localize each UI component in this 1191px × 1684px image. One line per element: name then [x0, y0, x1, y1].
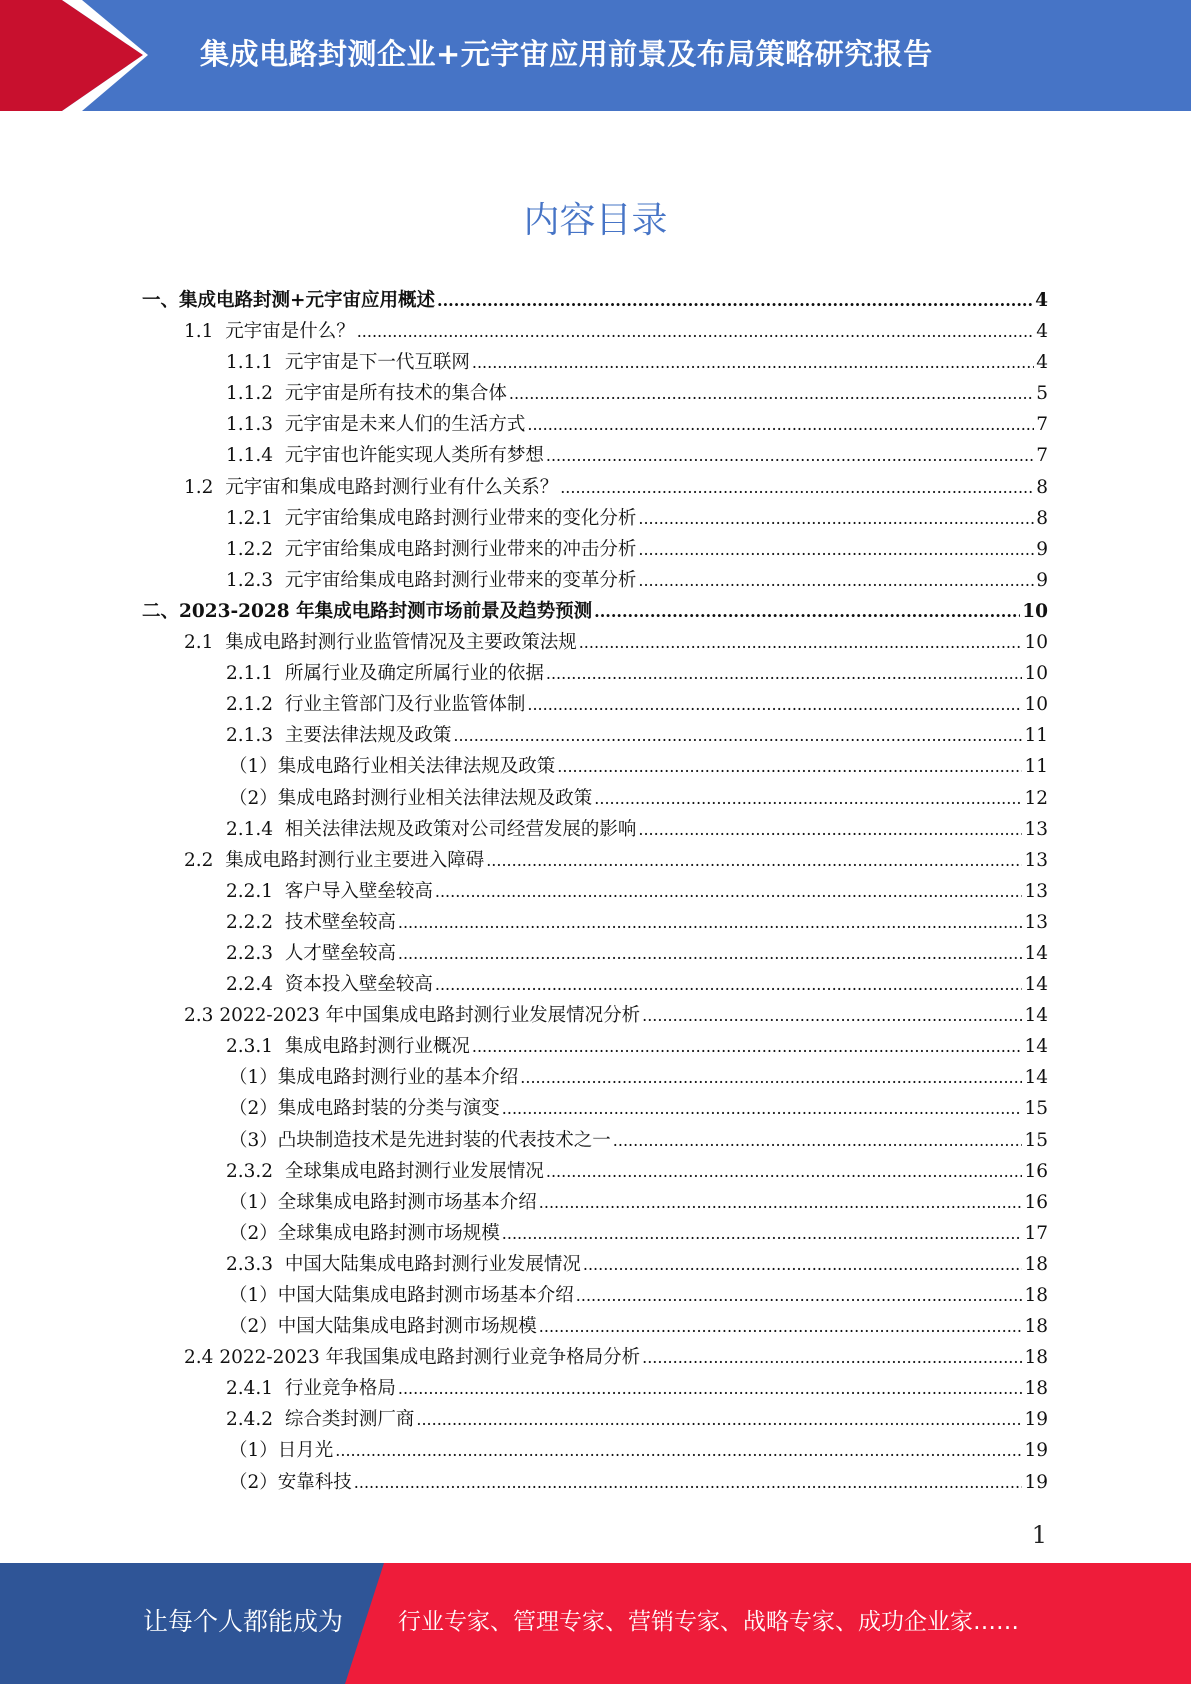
toc-entry-page: 9 [1036, 538, 1048, 560]
toc-entry-number: （1） [229, 1285, 278, 1306]
toc-entry[interactable] [142, 596, 1048, 627]
toc-entry[interactable] [142, 472, 1048, 503]
toc-entry-page: 7 [1036, 445, 1048, 467]
toc-entry-page: 18 [1024, 1285, 1048, 1306]
toc-entry[interactable] [142, 1435, 1048, 1466]
toc-entry-page: 14 [1024, 1036, 1048, 1058]
toc-dot-leader [398, 1373, 1023, 1404]
page-number: 1 [1031, 1521, 1047, 1549]
toc-entry-number: 1.1.1 [226, 352, 285, 374]
toc-entry-page: 10 [1024, 663, 1048, 685]
toc-dot-leader [453, 720, 1022, 751]
toc-entry-number: （1） [229, 1191, 278, 1213]
toc-entry[interactable] [142, 876, 1048, 907]
toc-entry-number: 1.1.2 [226, 383, 285, 405]
toc-entry-page: 18 [1024, 1316, 1048, 1338]
toc-entry-page: 8 [1036, 507, 1048, 529]
toc-entry-label: 元宇宙是下一代互联网 [284, 352, 470, 374]
toc-entry-page: 15 [1024, 1098, 1048, 1120]
toc-dot-leader [354, 1467, 1023, 1498]
toc-entry-label: 元宇宙是未来人们的生活方式 [284, 414, 526, 436]
toc-dot-leader [638, 503, 1034, 534]
toc-dot-leader [546, 658, 1023, 689]
toc-entry[interactable] [142, 1187, 1048, 1218]
toc-entry-page: 8 [1036, 476, 1048, 498]
toc-entry-page: 13 [1024, 818, 1048, 840]
toc-heading: 内容目录 [523, 200, 668, 241]
toc-dot-leader [642, 1000, 1022, 1031]
toc-entry[interactable] [142, 316, 1048, 347]
toc-entry-label: 资本投入壁垒较高 [284, 974, 433, 996]
toc-dot-leader [472, 1031, 1023, 1062]
toc-dot-leader [579, 627, 1023, 658]
toc-entry[interactable] [142, 1404, 1048, 1435]
toc-entry-number: 1.1 [184, 321, 226, 343]
toc-entry-number: 2.1.3 [226, 725, 285, 747]
toc-entry-page: 16 [1024, 1160, 1048, 1182]
toc-entry-page: 10 [1022, 600, 1048, 622]
toc-dot-leader [546, 440, 1034, 471]
toc-entry-label: 综合类封测厂商 [284, 1409, 415, 1431]
toc-entry-number: 2.3.2 [226, 1160, 285, 1182]
toc-entry[interactable] [142, 1125, 1048, 1156]
toc-dot-leader [642, 1342, 1022, 1373]
toc-entry-page: 14 [1024, 1067, 1048, 1089]
toc-entry-label: 2022-2023 年我国集成电路封测行业竞争格局分析 [219, 1347, 641, 1369]
toc-dot-leader [486, 845, 1022, 876]
toc-entry-number: 2.4.2 [226, 1409, 285, 1431]
toc-entry-number: 2.1.1 [226, 663, 285, 685]
toc-entry[interactable] [142, 534, 1048, 565]
toc-entry[interactable] [142, 907, 1048, 938]
toc-dot-leader [527, 689, 1022, 720]
toc-dot-leader [539, 1311, 1023, 1342]
toc-entry[interactable] [142, 1249, 1048, 1280]
toc-entry[interactable] [142, 378, 1048, 409]
toc-dot-leader [594, 783, 1022, 814]
toc-entry-label: 技术壁垒较高 [284, 911, 396, 933]
toc-entry-label: 集成电路封测+元宇宙应用概述 [179, 290, 436, 311]
toc-entry-number: （1） [229, 1440, 278, 1462]
toc-dot-leader [638, 534, 1034, 565]
toc-dot-leader [594, 596, 1020, 627]
toc-entry-label: 中国大陆集成电路封测市场基本介绍 [277, 1285, 574, 1306]
toc-entry-page: 12 [1024, 787, 1048, 809]
toc-entry-page: 19 [1024, 1409, 1048, 1431]
toc-entry-label: 集成电路封装的分类与演变 [277, 1098, 500, 1120]
toc-dot-leader [472, 347, 1034, 378]
toc-entry-number: 2.2.1 [226, 880, 285, 902]
toc-entry-label: 全球集成电路封测市场基本介绍 [277, 1191, 537, 1213]
toc-dot-leader [509, 378, 1034, 409]
toc-entry-page: 16 [1024, 1191, 1048, 1213]
toc-entry-label: 行业竞争格局 [284, 1378, 396, 1400]
toc-dot-leader [502, 1093, 1023, 1124]
toc-entry-label: 中国大陆集成电路封测市场规模 [277, 1316, 537, 1338]
toc-entry-page: 10 [1024, 632, 1048, 654]
toc-entry-number: （2） [229, 787, 278, 809]
toc-entry-label: 日月光 [277, 1440, 334, 1462]
toc-entry-page: 11 [1024, 756, 1048, 778]
toc-entry-page: 19 [1024, 1471, 1048, 1493]
toc-entry-page: 11 [1024, 725, 1048, 747]
toc-entry-number: 2.4.1 [226, 1378, 285, 1400]
report-title: 集成电路封测企业+元宇宙应用前景及布局策略研究报告 [200, 37, 933, 71]
toc-entry-label: 集成电路封测行业相关法律法规及政策 [277, 787, 593, 809]
toc-entry-page: 14 [1024, 974, 1048, 996]
toc-entry-label: 元宇宙是什么？ [225, 321, 355, 343]
toc-entry[interactable] [142, 440, 1048, 471]
toc-entry[interactable] [142, 1000, 1048, 1031]
toc-entry[interactable] [142, 845, 1048, 876]
toc-entry-number: 2.2.3 [226, 942, 285, 964]
toc-entry-number: （3） [229, 1129, 278, 1151]
toc-entry-page: 4 [1036, 352, 1048, 374]
toc-dot-leader [613, 1125, 1023, 1156]
toc-dot-leader [638, 565, 1034, 596]
toc-entry[interactable] [142, 1218, 1048, 1249]
toc-entry[interactable] [142, 503, 1048, 534]
toc-entry-page: 17 [1024, 1222, 1048, 1244]
toc-entry-label: 元宇宙给集成电路封测行业带来的变化分析 [284, 507, 637, 529]
toc-entry-page: 13 [1024, 880, 1048, 902]
toc-entry-page: 9 [1036, 569, 1048, 591]
toc-entry-number: （1） [229, 1067, 278, 1089]
toc-entry[interactable] [142, 1342, 1048, 1373]
toc-entry[interactable] [142, 938, 1048, 969]
toc-entry-number: 1.1.3 [226, 414, 285, 436]
toc-entry-label: 全球集成电路封测市场规模 [277, 1222, 500, 1244]
toc-dot-leader [335, 1435, 1022, 1466]
toc-entry-label: 元宇宙给集成电路封测行业带来的冲击分析 [284, 538, 637, 560]
toc-entry-label: 行业主管部门及行业监管体制 [284, 694, 526, 716]
toc-dot-leader [357, 316, 1035, 347]
toc-entry[interactable] [142, 969, 1048, 1000]
toc-dot-leader [435, 876, 1023, 907]
toc-entry[interactable] [142, 751, 1048, 782]
toc-entry-number: 2.2.2 [226, 911, 285, 933]
toc-entry-label: 元宇宙也许能实现人类所有梦想 [284, 445, 544, 467]
toc-entry-label: 相关法律法规及政策对公司经营发展的影响 [284, 818, 637, 840]
toc-entry[interactable] [142, 1311, 1048, 1342]
footer-slogan-left: 让每个人都能成为 [143, 1607, 344, 1636]
toc-entry[interactable] [142, 1062, 1048, 1093]
toc-entry-number: 2.1.2 [226, 694, 285, 716]
toc-dot-leader [546, 1156, 1023, 1187]
footer-banner [0, 1563, 1191, 1684]
toc-entry-page: 15 [1024, 1129, 1048, 1151]
toc-entry[interactable] [142, 409, 1048, 440]
table-of-contents [142, 285, 1048, 1498]
toc-entry-number: 2.2 [184, 849, 226, 871]
toc-dot-leader [398, 907, 1023, 938]
toc-dot-leader [539, 1187, 1023, 1218]
toc-entry-label: 凸块制造技术是先进封装的代表技术之一 [277, 1129, 611, 1151]
toc-entry[interactable] [142, 689, 1048, 720]
toc-entry-number: 1.2 [184, 476, 226, 498]
toc-entry-number: 2.2.4 [226, 974, 285, 996]
toc-entry-page: 19 [1024, 1440, 1048, 1462]
toc-entry-label: 人才壁垒较高 [284, 942, 396, 964]
toc-entry[interactable] [142, 720, 1048, 751]
toc-dot-leader [435, 969, 1023, 1000]
toc-entry-number: （2） [229, 1098, 278, 1120]
toc-entry-label: 集成电路封测行业概况 [284, 1036, 470, 1058]
toc-entry-label: 安靠科技 [277, 1471, 352, 1493]
toc-dot-leader [437, 285, 1033, 316]
toc-entry-number: 2.3.3 [226, 1253, 285, 1275]
toc-entry-label: 集成电路封测行业的基本介绍 [277, 1067, 519, 1089]
header-banner [0, 0, 1191, 111]
footer-slogan-right: 行业专家、管理专家、营销专家、战略专家、成功企业家…… [398, 1609, 1019, 1635]
toc-entry-page: 7 [1036, 414, 1048, 436]
toc-entry[interactable] [142, 627, 1048, 658]
toc-entry[interactable] [142, 565, 1048, 596]
toc-entry-number: 2.3 [184, 1005, 220, 1027]
toc-entry-page: 14 [1024, 942, 1048, 964]
toc-entry-number: 1.2.2 [226, 538, 285, 560]
toc-entry-label: 元宇宙是所有技术的集合体 [284, 383, 507, 405]
toc-entry-page: 14 [1024, 1005, 1048, 1027]
toc-entry[interactable] [142, 1031, 1048, 1062]
toc-dot-leader [638, 814, 1022, 845]
toc-entry-label: 客户导入壁垒较高 [284, 880, 433, 902]
toc-entry[interactable] [142, 1280, 1048, 1311]
toc-entry-label: 集成电路封测行业监管情况及主要政策法规 [225, 632, 577, 654]
toc-entry-label: 中国大陆集成电路封测行业发展情况 [284, 1253, 581, 1275]
toc-entry-number: 1.2.1 [226, 507, 285, 529]
toc-entry-number: （2） [229, 1471, 278, 1493]
toc-entry-page: 18 [1024, 1253, 1048, 1275]
toc-entry[interactable] [142, 1156, 1048, 1187]
toc-entry-page: 18 [1024, 1378, 1048, 1400]
toc-entry-page: 4 [1036, 321, 1048, 343]
toc-entry-label: 主要法律法规及政策 [284, 725, 452, 747]
toc-entry-number: （2） [229, 1222, 278, 1244]
toc-entry-number: 2.3.1 [226, 1036, 285, 1058]
toc-dot-leader [416, 1404, 1022, 1435]
toc-entry-label: 元宇宙和集成电路封测行业有什么关系？ [225, 476, 559, 498]
toc-entry-page: 18 [1024, 1347, 1048, 1369]
toc-entry-number: 2.4 [184, 1347, 220, 1369]
toc-entry-number: （1） [229, 756, 278, 778]
toc-entry-number: 1.2.3 [226, 569, 285, 591]
toc-entry-label: 元宇宙给集成电路封测行业带来的变革分析 [284, 569, 637, 591]
toc-entry-number: 二、 [142, 600, 180, 622]
toc-entry[interactable] [142, 783, 1048, 814]
toc-entry-number: 一、 [142, 290, 180, 311]
toc-entry[interactable] [142, 285, 1048, 316]
toc-entry-number: 2.1.4 [226, 818, 285, 840]
toc-entry[interactable] [142, 1467, 1048, 1498]
toc-entry[interactable] [142, 658, 1048, 689]
toc-entry-page: 13 [1024, 849, 1048, 871]
toc-entry[interactable] [142, 347, 1048, 378]
toc-entry-page: 4 [1035, 290, 1048, 311]
toc-entry-number: 2.1 [184, 632, 226, 654]
toc-entry-label: 2023-2028 年集成电路封测市场前景及趋势预测 [179, 600, 593, 622]
toc-entry-label: 所属行业及确定所属行业的依据 [284, 663, 544, 685]
toc-entry-number: 1.1.4 [226, 445, 285, 467]
toc-entry-page: 13 [1024, 911, 1048, 933]
toc-dot-leader [557, 751, 1022, 782]
toc-dot-leader [520, 1062, 1022, 1093]
toc-entry-number: （2） [229, 1316, 278, 1338]
toc-entry[interactable] [142, 1373, 1048, 1404]
toc-dot-leader [560, 472, 1034, 503]
toc-entry[interactable] [142, 814, 1048, 845]
toc-entry-label: 2022-2023 年中国集成电路封测行业发展情况分析 [219, 1005, 641, 1027]
toc-dot-leader [502, 1218, 1023, 1249]
toc-dot-leader [576, 1280, 1023, 1311]
toc-entry[interactable] [142, 1093, 1048, 1124]
toc-entry-label: 集成电路封测行业主要进入障碍 [225, 849, 485, 871]
toc-entry-label: 全球集成电路封测行业发展情况 [284, 1160, 544, 1182]
toc-entry-label: 集成电路行业相关法律法规及政策 [277, 756, 556, 778]
toc-dot-leader [583, 1249, 1023, 1280]
toc-entry-page: 5 [1036, 383, 1048, 405]
toc-dot-leader [527, 409, 1034, 440]
toc-dot-leader [398, 938, 1023, 969]
toc-entry-page: 10 [1024, 694, 1048, 716]
